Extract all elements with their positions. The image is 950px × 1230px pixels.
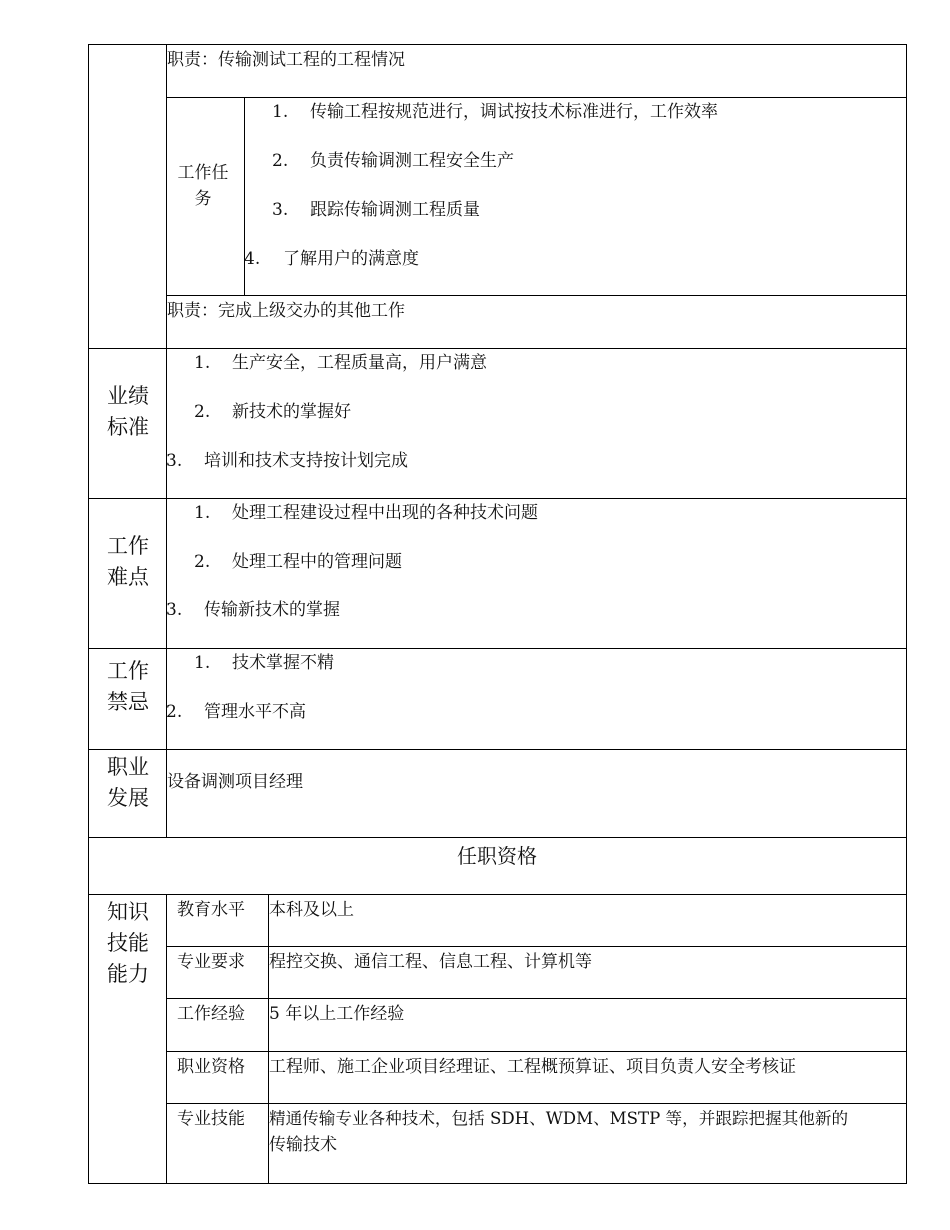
qual-row-label: 职业资格 — [177, 1057, 245, 1077]
task-item — [272, 199, 480, 221]
difficulty-item — [194, 551, 402, 573]
taboo-item — [166, 701, 306, 723]
task-num: 4. — [244, 249, 261, 269]
qual-row-value: 本科及以上 — [269, 900, 354, 920]
performance-label: 业绩标准 — [107, 384, 149, 439]
item-text: 培训和技术支持按计划完成 — [204, 451, 408, 471]
task-item — [272, 150, 514, 172]
task-text: 负责传输调测工程安全生产 — [310, 151, 514, 171]
taboo-label: 工作禁忌 — [107, 659, 149, 714]
qual-row-label: 教育水平 — [177, 900, 245, 920]
task-item — [272, 101, 718, 123]
work-task-label — [168, 160, 238, 212]
item-text: 处理工程中的管理问题 — [232, 552, 402, 572]
taboo-item — [194, 652, 334, 674]
performance-item — [194, 401, 351, 423]
item-num: 2. — [194, 402, 211, 422]
item-text: 生产安全，工程质量高，用户满意 — [232, 353, 487, 373]
career-text: 设备调测项目经理 — [167, 772, 303, 792]
career-label: 职业发展 — [107, 755, 149, 810]
qual-row-value: 精通传输专业各种技术，包括 SDH、WDM、MSTP 等，并跟踪把握其他新的 — [269, 1109, 849, 1128]
qual-row-value-continued: 传输技术 — [269, 1135, 337, 1155]
task-num: 2. — [272, 151, 289, 171]
qual-row-value: 程控交换、通信工程、信息工程、计算机等 — [269, 952, 592, 972]
task-text: 传输工程按规范进行，调试按技术标准进行，工作效率 — [310, 102, 718, 122]
item-text: 处理工程建设过程中出现的各种技术问题 — [232, 503, 538, 523]
responsibility-title: 职责：传输测试工程的工程情况 — [167, 50, 405, 70]
qualifications-title: 任职资格 — [457, 844, 537, 868]
qualifications-group-label: 知识技能能力 — [107, 900, 149, 986]
qual-row-label: 专业技能 — [177, 1109, 245, 1129]
item-text: 传输新技术的掌握 — [204, 600, 340, 620]
difficulty-label: 工作难点 — [107, 534, 149, 589]
item-text: 管理水平不高 — [204, 702, 306, 722]
item-num: 1. — [194, 503, 211, 523]
item-num: 3. — [166, 600, 183, 620]
task-item — [244, 248, 419, 270]
responsibility-title: 职责：完成上级交办的其他工作 — [167, 301, 405, 321]
qual-row-value: 工程师、施工企业项目经理证、工程概预算证、项目负责人安全考核证 — [269, 1057, 796, 1077]
qual-row-label: 工作经验 — [177, 1004, 245, 1024]
performance-item — [194, 352, 487, 374]
work-task-label-text: 工作任务 — [177, 163, 229, 209]
qual-row-value: 5 年以上工作经验 — [269, 1004, 405, 1024]
task-num: 1. — [272, 102, 289, 122]
item-num: 1. — [194, 353, 211, 373]
item-num: 2. — [194, 552, 211, 572]
item-text: 技术掌握不精 — [232, 653, 334, 673]
difficulty-item — [194, 502, 538, 524]
task-num: 3. — [272, 200, 289, 220]
difficulty-item — [166, 599, 340, 621]
performance-item — [166, 450, 408, 472]
item-num: 1. — [194, 653, 211, 673]
item-num: 3. — [166, 451, 183, 471]
item-num: 2. — [166, 702, 183, 722]
item-text: 新技术的掌握好 — [232, 402, 351, 422]
task-text: 了解用户的满意度 — [283, 249, 419, 269]
task-text: 跟踪传输调测工程质量 — [310, 200, 480, 220]
qual-row-label: 专业要求 — [177, 952, 245, 972]
